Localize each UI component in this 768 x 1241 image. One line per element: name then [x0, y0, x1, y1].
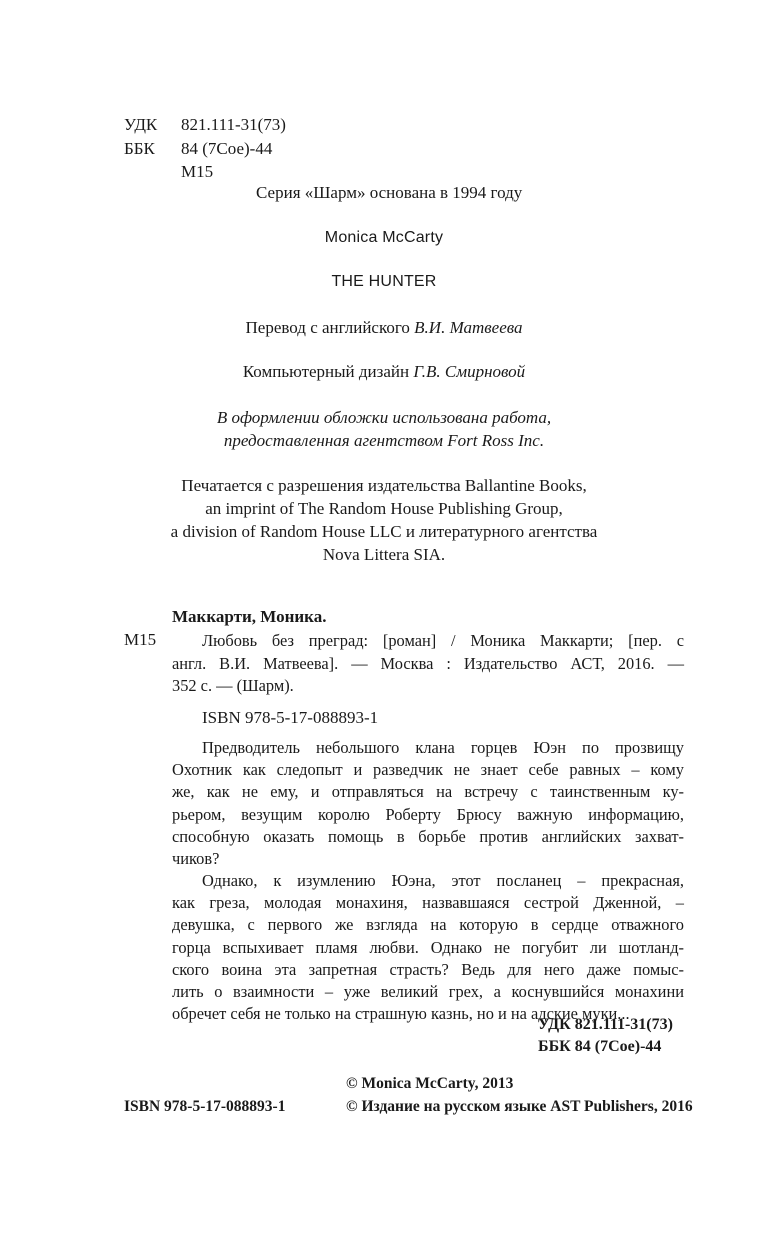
annotation-line: как греза, молодая монахиня, назвавшаяся сестрой Дженной, – [172, 893, 684, 913]
series-note: Серия «Шарм» основана в 1994 году [256, 183, 523, 202]
permission-line-3: a division of Random House LLC и литературного агентства [170, 522, 598, 541]
catalog-entry-first [202, 630, 684, 652]
bbk-value: 84 (7Сое)-44 [181, 139, 273, 158]
annotation-paragraph-2 [172, 870, 684, 1025]
bottom-udk: УДК 821.111-31(73) [538, 1016, 673, 1033]
annotation-line: Однако, к изумлению Юэна, этот посланец – прекрасная, [202, 871, 684, 890]
annotation-line: обречет себя не только на страшную казнь, но и на адские муки... [172, 1004, 630, 1024]
annotation-line: чиков? [172, 849, 220, 869]
design-prefix: Компьютерный дизайн [242, 362, 414, 381]
annotation-paragraph-1 [172, 737, 684, 870]
cover-note-line-1: В оформлении обложки использована работа, [216, 408, 552, 427]
annotation-line: девушка, с первого же взгляда на которую в сердце отважного [172, 915, 684, 935]
designer-name: Г.В. Смирновой [413, 362, 526, 381]
bbk-label: ББК [124, 139, 155, 158]
catalog-mark: М15 [124, 630, 157, 649]
original-title: THE HUNTER [331, 273, 437, 290]
author-mark: М15 [181, 162, 214, 181]
annotation-line: ского воина эта запретная страсть? Ведь для него даже помыс- [172, 959, 684, 979]
annotation-line: же, как не ему, и отправляться на встречу с таинственным ку- [172, 782, 684, 802]
catalog-entry-rest [172, 653, 684, 697]
translator-name: В.И. Матвеева [414, 318, 523, 337]
catalog-entry-line: Любовь без преград: [роман] / Моника Маккарти; [пер. с [202, 631, 684, 650]
translation-credit [0, 318, 768, 338]
permission-line-1: Печатается с разрешения издательства Ballantine Books, [181, 476, 587, 495]
annotation-line: рьером, везущим королю Роберту Брюсу важную информацию, [172, 804, 684, 824]
copyright-edition: © Издание на русском языке AST Publishers, 2016 [346, 1098, 693, 1115]
udk-value: 821.111-31(73) [181, 115, 286, 134]
bottom-bbk: ББК 84 (7Сое)-44 [538, 1038, 662, 1055]
annotation-line: горца вспыхивает пламя любви. Однако не погубит ли шотланд- [172, 937, 684, 957]
udk-label: УДК [124, 115, 158, 134]
catalog-entry-line: 352 с. — (Шарм). [172, 676, 294, 696]
annotation-line: способную оказать помощь в борьбе против английских захват- [172, 826, 684, 846]
footer-isbn: ISBN 978-5-17-088893-1 [124, 1098, 286, 1115]
copyright-author: © Monica McCarty, 2013 [346, 1075, 514, 1092]
design-credit [0, 362, 768, 382]
catalog-heading: Маккарти, Моника. [172, 607, 327, 626]
catalog-entry-line: англ. В.И. Матвеева]. — Москва : Издательство АСТ, 2016. — [172, 654, 684, 673]
catalog-isbn: ISBN 978-5-17-088893-1 [202, 708, 379, 727]
annotation-line: лить о взаимности – уже великий грех, а коснувшийся монахини [172, 982, 684, 1002]
annotation-line: Охотник как следопыт и разведчик не знает себе равных – кому [172, 760, 684, 780]
permission-line-4: Nova Littera SIA. [322, 545, 446, 564]
cover-note-line-2: предоставленная агентством Fort Ross Inc. [223, 431, 545, 450]
translation-prefix: Перевод с английского [245, 318, 415, 337]
permission-line-2: an imprint of The Random House Publishing Group, [205, 499, 563, 518]
annotation-line: Предводитель небольшого клана горцев Юэн по прозвищу [202, 738, 684, 757]
original-author: Monica McCarty [324, 229, 444, 246]
